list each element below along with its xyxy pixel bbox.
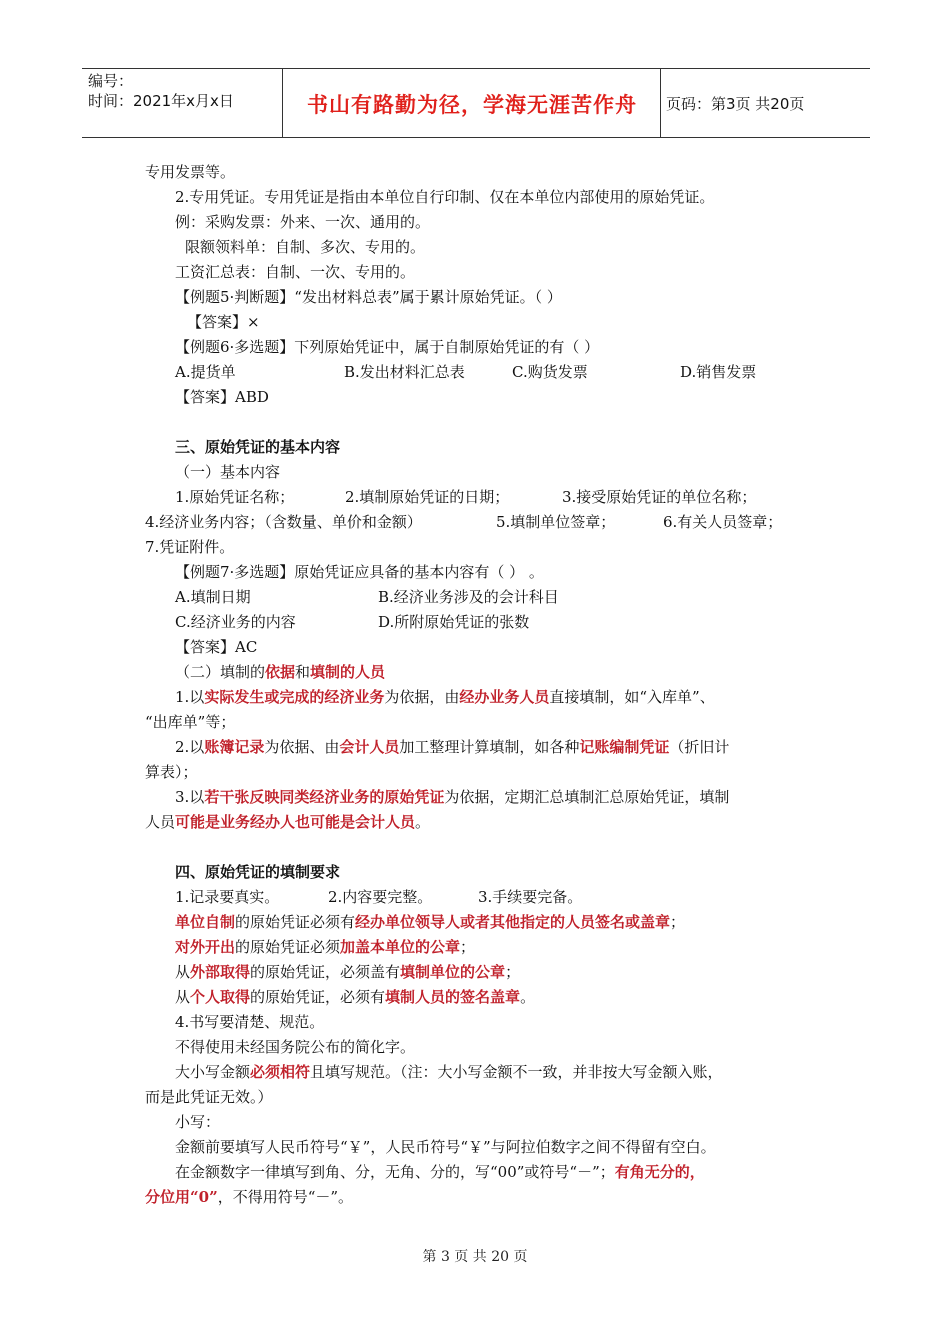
text-segment: 的原始凭证必须 [235,938,341,956]
text-line [512,362,588,382]
text-line [496,512,615,532]
text-segment: 1.记录要真实。 [175,888,280,906]
text-line [175,612,296,632]
text-segment: 从 [175,963,191,981]
text-line [175,1012,324,1032]
text-segment: （折旧计 [669,738,730,756]
date-label: 时间：2021年x月x日 [88,92,234,110]
text-segment: 7.凭证附件。 [145,538,235,556]
text-line [185,237,425,257]
text-segment: ； [460,938,476,956]
highlight-text: 有角无分的， [614,1163,705,1181]
text-line [145,162,235,182]
text-segment: 2.以 [175,738,205,756]
text-segment: 在金额数字一律填写到角、分，无角、分的，写“00”或符号“－”； [175,1163,615,1181]
header-left [88,71,234,111]
text-line [175,362,236,382]
text-segment: 【答案】ABD [175,388,269,406]
text-segment: 直接填制，如“入库单”、 [549,688,715,706]
page-header [82,68,870,138]
text-segment: 的原始凭证，必须有 [250,988,386,1006]
highlight-text: 依据 [265,663,296,681]
text-line [175,912,685,932]
text-line [378,587,559,607]
highlight-text: 单位自制 [175,913,236,931]
text-line [175,1062,723,1082]
highlight-text: 可能是业务经办人也可能是会计人员 [175,813,416,831]
header-divider [282,69,283,137]
text-line [175,987,535,1007]
text-line [680,362,756,382]
highlight-text: 对外开出 [175,938,236,956]
text-segment: 限额领料单：自制、多次、专用的。 [185,238,426,256]
text-segment: 四、原始凭证的填制要求 [175,863,341,881]
text-line [175,662,385,682]
text-line [175,687,715,707]
highlight-text: 若干张反映同类经济业务的原始凭证 [204,788,445,806]
text-segment: 的原始凭证必须有 [235,913,356,931]
text-line [345,487,509,507]
highlight-text: 填制人员的签名盖章 [385,988,521,1006]
text-line [175,1162,705,1182]
text-segment: C.购货发票 [512,363,588,381]
text-line [344,362,465,382]
text-segment: D.所附原始凭证的张数 [378,613,530,631]
header-motto: 书山有路勤为径，学海无涯苦作舟 [307,93,637,117]
text-segment: 三、原始凭证的基本内容 [175,438,341,456]
text-segment: 【例题5·判断题】“发出材料总表”属于累计原始凭证。（ ） [175,288,562,306]
text-line [175,962,520,982]
page-footer: 第 3 页 共 20 页 [422,1249,528,1265]
text-segment: 2.填制原始凭证的日期； [345,488,510,506]
highlight-text: 账簿记录 [204,738,265,756]
text-segment: （二）填制的 [175,663,266,681]
text-segment: 1.原始凭证名称； [175,488,295,506]
highlight-text: 外部取得 [190,963,251,981]
text-line [145,1087,273,1107]
text-line [145,712,235,732]
text-segment: 为依据，定期汇总填制汇总原始凭证，填制 [444,788,730,806]
text-segment: 【答案】AC [175,638,258,656]
text-segment: 【答案】× [187,313,260,331]
highlight-text: 分位用“0” [145,1188,218,1206]
text-segment: 3.接受原始凭证的单位名称； [562,488,757,506]
text-line [663,512,782,532]
text-segment: B.发出材料汇总表 [344,363,465,381]
text-segment: D.销售发票 [680,363,757,381]
text-segment: 2.专用凭证。专用凭证是指由本单位自行印制、仅在本单位内部使用的原始凭证。 [175,188,715,206]
text-line [175,187,714,207]
text-line [145,812,430,832]
text-segment: A.填制日期 [175,588,251,606]
text-segment: 为依据，由 [384,688,460,706]
text-segment: C.经济业务的内容 [175,613,296,631]
text-segment: 从 [175,988,191,1006]
highlight-text: 个人取得 [190,988,251,1006]
highlight-text: 填制单位的公章 [400,963,506,981]
text-segment: 和 [295,663,311,681]
text-segment: 。 [520,988,536,1006]
text-segment: A.提货单 [175,363,236,381]
text-line [175,212,430,232]
text-line [175,862,340,882]
text-segment: B.经济业务涉及的会计科目 [378,588,559,606]
text-line [562,487,756,507]
text-line [175,487,294,507]
text-line [175,562,544,582]
text-line [175,1137,716,1157]
text-segment: 小写： [175,1113,221,1131]
text-segment: “出库单”等； [145,713,236,731]
text-line [175,437,340,457]
text-line [175,262,415,282]
text-segment: 【例题6·多选题】下列原始凭证中，属于自制原始凭证的有（ ） [175,338,600,356]
text-segment: 【例题7·多选题】原始凭证应具备的基本内容有（ ） 。 [175,563,544,581]
text-line [175,337,599,357]
text-line [145,512,422,532]
highlight-text: 会计人员 [339,738,400,756]
text-segment: ，不得用符号“－”。 [217,1188,354,1206]
text-line [378,612,529,632]
text-segment: 加工整理计算填制，如各种 [399,738,580,756]
text-line [175,587,251,607]
text-segment: 为依据、由 [264,738,340,756]
text-segment: 的原始凭证，必须盖有 [250,963,401,981]
text-segment: 且填写规范。（注：大小写金额不一致，并非按大写金额入账， [310,1063,723,1081]
text-segment: 金额前要填写人民币符号“￥”，人民币符号“￥”与阿拉伯数字之间不得留有空白。 [175,1138,716,1156]
text-segment: 。 [415,813,431,831]
header-page-label: 页码：第3页 共20页 [666,95,805,113]
text-line [478,887,582,907]
text-segment: ； [505,963,521,981]
text-segment: 5.填制单位签章； [496,513,616,531]
highlight-text: 填制的人员 [310,663,386,681]
text-line [328,887,432,907]
text-segment: 3.以 [175,788,205,806]
text-line [145,1187,353,1207]
text-segment: 2.内容要完整。 [328,888,433,906]
text-line [145,537,234,557]
highlight-text: 经办业务人员 [459,688,550,706]
text-segment: ； [670,913,686,931]
text-segment: （一）基本内容 [175,463,281,481]
text-line [175,637,257,657]
text-line [175,387,269,407]
text-segment: 人员 [145,813,176,831]
text-line [175,1037,415,1057]
text-segment: 1.以 [175,688,205,706]
text-line [175,937,475,957]
highlight-text: 实际发生或完成的经济业务 [204,688,385,706]
text-line [175,1112,220,1132]
number-label: 编号： [88,72,134,90]
text-line [175,787,729,807]
text-line [175,887,279,907]
header-divider [660,69,661,137]
text-line [175,462,280,482]
text-segment: 大小写金额 [175,1063,251,1081]
highlight-text: 加盖本单位的公章 [340,938,461,956]
text-segment: 3.手续要完备。 [478,888,583,906]
text-line [145,762,198,782]
highlight-text: 必须相符 [250,1063,311,1081]
text-line [187,312,260,332]
text-segment: 例：采购发票：外来、一次、通用的。 [175,213,431,231]
text-line [175,737,729,757]
text-segment: 算表）； [145,763,198,781]
text-segment: 不得使用未经国务院公布的简化字。 [175,1038,416,1056]
text-segment: 专用发票等。 [145,163,236,181]
highlight-text: 经办单位领导人或者其他指定的人员签名或盖章 [355,913,671,931]
highlight-text: 记账编制凭证 [579,738,670,756]
text-segment: 6.有关人员签章； [663,513,783,531]
text-segment: 而是此凭证无效。） [145,1088,273,1106]
text-segment: 4.经济业务内容；（含数量、单价和金额） [145,513,422,531]
text-line [175,287,562,307]
text-segment: 4.书写要清楚、规范。 [175,1013,325,1031]
text-segment: 工资汇总表：自制、一次、专用的。 [175,263,416,281]
